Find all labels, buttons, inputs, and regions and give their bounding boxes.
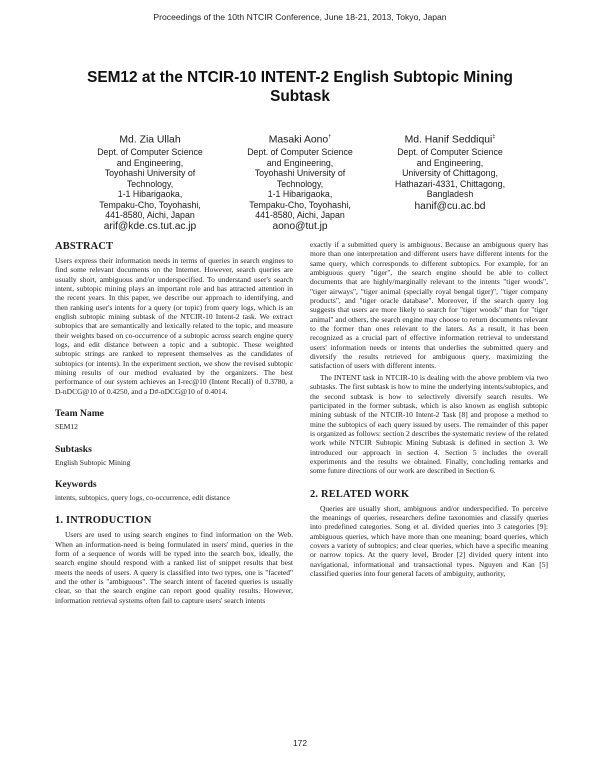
author-name: Md. Zia Ullah: [119, 134, 181, 146]
author-block-2: [220, 130, 380, 233]
author-affiliation-line: Dept. of Computer Science: [397, 147, 503, 158]
author-affiliation-line: Dept. of Computer Science: [97, 147, 203, 158]
author-affiliation-line: and Engineering,: [416, 157, 484, 168]
author-affiliation-line: Hathazari-4331, Chittagong,: [394, 178, 506, 189]
subtasks-value: English Subtopic Mining: [55, 457, 131, 467]
paper-title-line-1: SEM12 at the NTCIR-10 INTENT-2 English Subtopic Mining: [87, 69, 513, 86]
author-email: arif@kde.cs.tut.ac.jp: [103, 221, 197, 233]
running-head: Proceedings of the 10th NTCIR Conference, June 18-21, 2013, Tokyo, Japan: [153, 12, 447, 22]
left-column: [55, 240, 293, 605]
author-affiliation-line: Bangladesh: [426, 189, 474, 200]
abstract-heading: ABSTRACT: [55, 241, 114, 252]
author-affiliation-line: 441-8580, Aichi, Japan: [105, 209, 195, 220]
author-affiliation-line: Tempaku-Cho, Toyohashi,: [99, 199, 201, 210]
author-affiliation-line: Toyohashi University of: [254, 168, 346, 179]
introduction-text-continued: exactly if a submitted query is ambiguous. Because an ambiguous query has more than one interpretation and different users have different intents for the same query, which corresponds to different subtopics. For example, for an ambiguous query "tiger", the search engine should be able to collect documents that are highly/marginally relevant to the intents "tiger woods", "tiger airways", "tiger animal (specially royal bengal tiger)", "tiger company products", and "tiger oracle database". Moreover, if the search query log suggests that users are more likely to search for "tiger woods" than for "tiger animal" and others, the search engine may choose to return documents relevant to the former than ones relevant to the laters. As a result, it has been recognized as a crucial part of effective information retrieval to understand users' information needs or intents that underlies the submitted query and diversify the results retrieved for ambiguous query, maximizing the satisfaction of users with different intents.: [310, 240, 548, 371]
team-name-value: SEM12: [55, 422, 78, 432]
author-email: aono@tut.jp: [272, 221, 328, 233]
abstract-text: Users express their information needs in terms of queries in search engines to find some relevant documents on the Internet. However, search queries are usually short, ambiguous and/or underspecified. To understand user's search intent, subtopic mining plays an important role and has attracted attention in the recent years. In this paper, we describe our approach to identifying, and then ranking user's intents for a query (or topic) from query logs, which is an english subtopic mining subtask of the NTCIR-10 Intent-2 task. We extract subtopics that are semantically and lexically related to the topic, and measure their weights based on co-occurrence of a subtopic across search engine query logs, and edit distance between a topic and a subtopic. These weighted subtopic strings are ranked to represent themselves as the candidates of subtopics (or intents). In the experiment section, we show the revised subtopic mining results of our method evaluated by the organizers. The best performance of our system achieves an I-rec@10 (Intent Recall) of 0.3780, a D-nDCG@10 of 0.4250, and a D#-nDCG@10 of 0.4014.: [55, 256, 293, 396]
related-work-heading: 2. RELATED WORK: [310, 488, 410, 500]
author-affiliation-line: 441-8580, Aichi, Japan: [255, 209, 345, 220]
author-affiliation-line: Technology,: [126, 178, 174, 189]
author-affiliation-line: 1-1 Hibarigaoka,: [117, 189, 183, 200]
author-affiliation-line: and Engineering,: [116, 157, 184, 168]
author-affiliation-line: and Engineering,: [266, 157, 334, 168]
introduction-text: Users are used to using search engines to find information on the Web. When an information-need is being formulated in users' mind, queries in the form of a sequence of words will be typed into the search box, ideally, the search engine should respond with a ranked list of snippet results that best meets the needs of users. A query is classified into two types, one is "faceted" and the other is "ambiguous". The search intent of faceted queries is usually clear, so that the search engine can report good quality results. However, information retrieval systems often fail to capture users' search intents: [55, 530, 293, 605]
subtasks-heading: Subtasks: [55, 443, 92, 455]
keywords-heading: Keywords: [55, 478, 97, 490]
author-affiliation-line: 1-1 Hibarigaoka,: [267, 189, 333, 200]
author-name: Masaki Aono†: [268, 134, 332, 146]
right-column: [310, 240, 548, 578]
author-affiliation-line: Tempaku-Cho, Toyohashi,: [249, 199, 351, 210]
introduction-text-paragraph-2: The INTENT task in NTCIR-10 is dealing with the above problem via two subtasks. The first subtask is how to mine the underlying intents/subtopics, and the second subtask is how to selectively diversify search results. We participated in the former subtask, which is also known as english subtopic mining subtask of the NTCIR-10 Intent-2 Task [8] and propose a method to mine the subtopics of each query issued by users. The remainder of this paper is organized as follows: section 2 describes the systematic review of the related work while NTCIR Subtopic Mining Subtask is defined in section 3. We introduced our approach in section 4. Section 5 includes the overall experiments and the results we obtained. Finally, concluding remarks and some future directions of our work are described in Section 6.: [310, 372, 548, 476]
author-email: hanif@cu.ac.bd: [414, 200, 486, 212]
introduction-heading: 1. INTRODUCTION: [55, 515, 152, 527]
author-block-3: [370, 130, 530, 213]
paper-title: [40, 68, 560, 106]
team-name-heading: Team Name: [55, 408, 104, 420]
author-affiliation-line: Dept. of Computer Science: [247, 147, 353, 158]
related-work-text: Queries are usually short, ambiguous and/or underspecified. To perceive the meanings of queries, researchers define taxonomies and classify queries into predefined categories. Song et al. divided queries into 3 categories [9]: ambiguous queries, which have more than one meaning; board queries, which covers a variety of subtopics; and clear queries, which have a specific meaning or narrow topics. At the query level, Broder [2] divided query intent into navigational, informational and transactional types. Nguyen and Kan [5] classified queries into four general facets of ambiguity, authority,: [310, 503, 548, 578]
keywords-value: intents, subtopics, query logs, co-occurrence, edit distance: [55, 492, 230, 502]
paper-title-line-2: Subtask: [270, 88, 330, 105]
author-name: Md. Hanif Seddiqui‡: [404, 134, 496, 146]
author-block-1: [70, 130, 230, 233]
author-affiliation-line: University of Chittagong,: [402, 168, 498, 179]
page-number: 172: [293, 738, 307, 748]
author-affiliation-line: Toyohashi University of: [104, 168, 196, 179]
author-affiliation-line: Technology,: [276, 178, 324, 189]
